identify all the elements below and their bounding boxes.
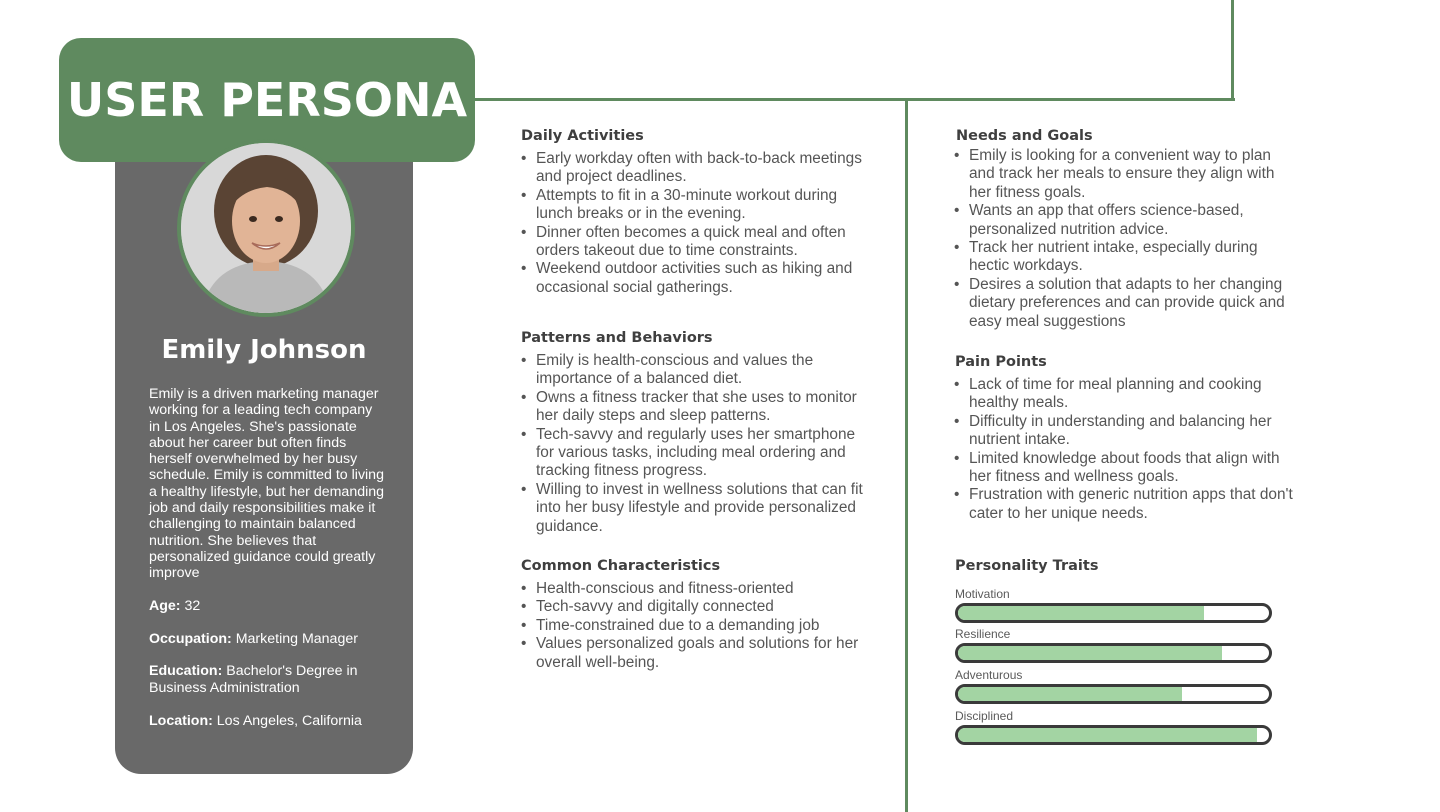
fact-education <box>149 663 385 696</box>
list-item: • Willing to invest in wellness solutions that can fit into her busy lifestyle and provide personalized guidance. <box>521 481 866 536</box>
needs-list <box>954 147 1294 331</box>
fact-label: Education: <box>149 663 223 679</box>
trait-label: Adventurous <box>955 668 1023 682</box>
list-item: • Owns a fitness tracker that she uses to monitor her daily steps and sleep patterns. <box>521 389 866 426</box>
fact-age <box>149 598 385 615</box>
list-item: • Early workday often with back-to-back meetings and project deadlines. <box>521 150 866 187</box>
list-item: • Track her nutrient intake, especially during hectic workdays. <box>954 239 1294 276</box>
trait-motivation <box>955 587 1272 623</box>
trait-disciplined <box>955 709 1272 745</box>
section-title-needs: Needs and Goals <box>956 128 1093 144</box>
fact-value: 32 <box>184 598 201 614</box>
fact-value: Marketing Manager <box>235 631 358 647</box>
persona-bio: Emily is a driven marketing manager working for a leading tech company in Los Angeles. She's passionate about her career but often finds herself overwhelmed by her busy schedule. Emily is committed to living a healthy lifestyle, but her demanding job and daily responsibilities make it challenging to maintain balanced nutrition. She believes that personalized guidance could greatly improve <box>149 386 385 582</box>
trait-bar <box>955 603 1272 623</box>
list-item: • Attempts to fit in a 30-minute workout during lunch breaks or in the evening. <box>521 187 866 224</box>
fact-value: Bachelor's Degree in Business Administration <box>149 663 358 696</box>
persona-name: Emily Johnson <box>161 335 367 365</box>
trait-bar <box>955 684 1272 704</box>
trait-fill <box>958 646 1222 660</box>
fact-label: Location: <box>149 713 213 729</box>
patterns-list <box>521 352 866 536</box>
divider-line-middle <box>905 98 908 812</box>
trait-label: Motivation <box>955 587 1010 601</box>
list-item: • Values personalized goals and solutions for her overall well-being. <box>521 635 866 672</box>
trait-label: Disciplined <box>955 709 1014 723</box>
fact-label: Age: <box>149 598 181 614</box>
trait-fill <box>958 728 1257 742</box>
characteristics-list <box>521 580 866 672</box>
list-item: • Wants an app that offers science-based, personalized nutrition advice. <box>954 202 1294 239</box>
section-title-patterns: Patterns and Behaviors <box>521 330 713 346</box>
trait-bar <box>955 643 1272 663</box>
list-item: • Emily is health-conscious and values the importance of a balanced diet. <box>521 352 866 389</box>
avatar <box>177 139 355 317</box>
section-title-characteristics: Common Characteristics <box>521 558 721 574</box>
list-item: • Tech-savvy and digitally connected <box>521 598 866 616</box>
list-item: • Weekend outdoor activities such as hiking and occasional social gatherings. <box>521 260 866 297</box>
portrait-photo <box>181 143 351 313</box>
list-item: • Lack of time for meal planning and cooking healthy meals. <box>954 376 1294 413</box>
fact-label: Occupation: <box>149 631 232 647</box>
trait-resilience <box>955 627 1272 663</box>
trait-bar <box>955 725 1272 745</box>
list-item: • Tech-savvy and regularly uses her smartphone for various tasks, including meal ordering and tracking fitness progress. <box>521 426 866 481</box>
fact-value: Los Angeles, California <box>216 713 362 729</box>
trait-adventurous <box>955 668 1272 704</box>
section-title-traits: Personality Traits <box>955 558 1099 574</box>
fact-occupation <box>149 631 385 648</box>
trait-fill <box>958 687 1182 701</box>
list-item: • Time-constrained due to a demanding job <box>521 617 866 635</box>
list-item: • Limited knowledge about foods that align with her fitness and wellness goals. <box>954 450 1294 487</box>
divider-line-top <box>470 98 1235 101</box>
section-title-pain-points: Pain Points <box>955 354 1047 370</box>
daily-activities-list <box>521 150 866 297</box>
fact-location <box>149 713 385 730</box>
pain-points-list <box>954 376 1294 523</box>
page-title: USER PERSONA <box>66 73 468 127</box>
list-item: • Difficulty in understanding and balancing her nutrient intake. <box>954 413 1294 450</box>
list-item: • Frustration with generic nutrition apps that don't cater to her unique needs. <box>954 486 1294 523</box>
list-item: • Emily is looking for a convenient way to plan and track her meals to ensure they align with her fitness goals. <box>954 147 1294 202</box>
list-item: • Health-conscious and fitness-oriented <box>521 580 866 598</box>
section-title-daily-activities: Daily Activities <box>521 128 644 144</box>
divider-line-right <box>1231 0 1234 101</box>
list-item: • Dinner often becomes a quick meal and often orders takeout due to time constraints. <box>521 224 866 261</box>
trait-fill <box>958 606 1204 620</box>
trait-label: Resilience <box>955 627 1011 641</box>
list-item: • Desires a solution that adapts to her changing dietary preferences and can provide quick and easy meal suggestions <box>954 276 1294 331</box>
